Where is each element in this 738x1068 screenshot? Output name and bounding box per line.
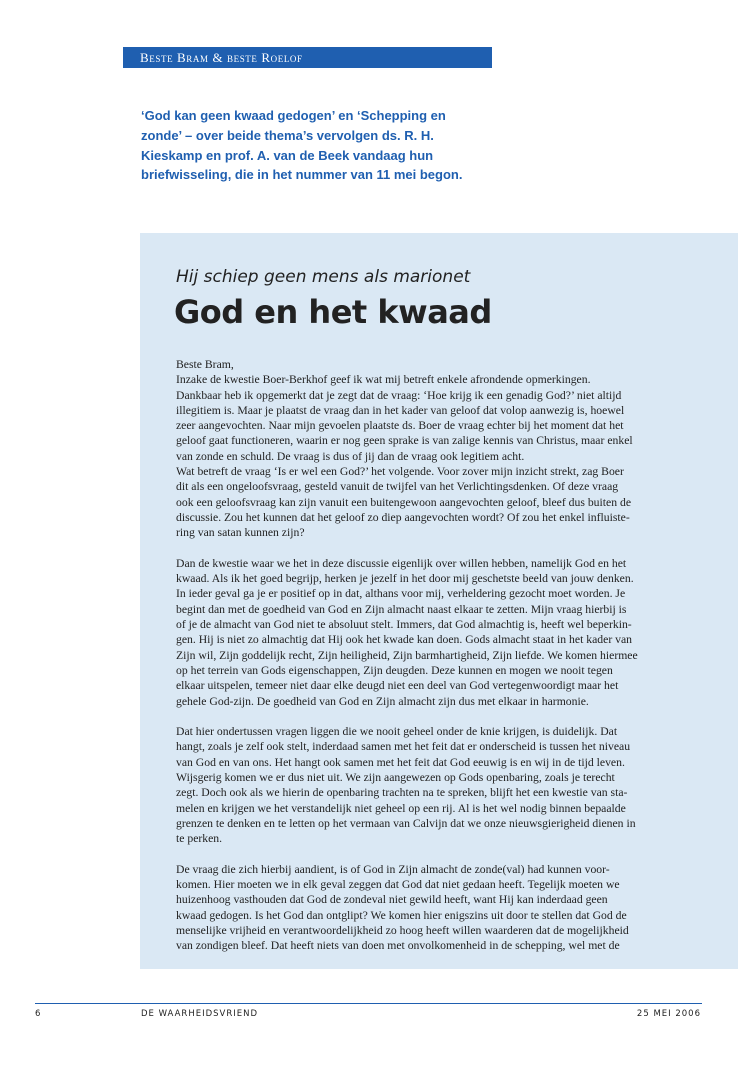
- paragraph-gap: [176, 847, 670, 862]
- text-line: op het terrein van Gods eigenschappen, Zijn deugden. Deze kunnen en mogen we nooit tegen: [176, 663, 613, 677]
- text-line: komen. Hier moeten we in elk geval zeggen dat God dat niet gedaan heeft. Tegelijk moeten we: [176, 878, 620, 892]
- issue-date: 25 MEI 2006: [636, 1009, 701, 1019]
- paragraph-1: [176, 357, 670, 541]
- page-number: 6: [35, 1009, 42, 1019]
- text-line: ring van satan kunnen zijn?: [176, 526, 305, 540]
- article-body: [176, 357, 670, 954]
- text-line: van zonde en schuld. De vraag is dus of jij dan de vraag ook legitiem acht.: [176, 449, 525, 463]
- text-line: Wijsgerig komen we er dus niet uit. We zijn aangewezen op Gods openbaring, zoals je terecht: [176, 771, 615, 785]
- text-line: Wat betreft de vraag ‘Is er wel een God?’ het volgende. Voor zover mijn inzicht strekt, zag Boer: [176, 465, 624, 479]
- text-line: In ieder geval ga je er positief op in dat, althans voor mij, verheldering gezocht moet worden. Je: [176, 587, 626, 601]
- lead-intro: [141, 106, 491, 185]
- article-subtitle: Hij schiep geen mens als marionet: [176, 267, 471, 287]
- text-line: van zondigen bleef. Dat heeft niets van doen met onvolkomenheid in de schepping, wel met de: [176, 939, 620, 953]
- section-header-bar: [123, 47, 492, 68]
- lead-line: Kieskamp en prof. A. van de Beek vandaag hun: [141, 147, 434, 163]
- paragraph-4: [176, 862, 670, 954]
- text-line: grenzen te denken en te letten op het vermaan van Calvijn dat we onze nieuwsgierigheid dienen in: [176, 816, 636, 830]
- article-title: God en het kwaad: [174, 293, 492, 331]
- text-line: elkaar uitspelen, temeer niet daar elke deugd niet een deel van God vertegenwoordigt maar het: [176, 679, 619, 693]
- text-line: kwaad gedogen. Is het God dan ontglipt? We komen hier enigszins uit door te stellen dat God de: [176, 908, 627, 922]
- publication-name: DE WAARHEIDSVRIEND: [141, 1009, 259, 1019]
- text-line: zegt. Doch ook als we hierin de openbaring trachten na te spreken, blijft het een kwestie van sta-: [176, 786, 628, 800]
- text-line: menselijke vrijheid en verantwoordelijkheid zo hoog heeft willen waarderen dat de mogelijkheid: [176, 923, 629, 937]
- text-line: dit als een ongeloofsvraag, gesteld vanuit de twijfel van het Verlichtingsdenken. Of deze vraag: [176, 480, 619, 494]
- text-line: Dan de kwestie waar we het in deze discussie eigenlijk over willen hebben, namelijk God en het: [176, 556, 627, 570]
- text-line: Dat hier ondertussen vragen liggen die we nooit geheel onder de knie krijgen, is duidelijk. Dat: [176, 725, 618, 739]
- text-line: Beste Bram,: [176, 358, 234, 371]
- text-line: gen. Hij is niet zo almachtig dat Hij ook het kwade kan doen. Gods almacht staat in het kader van: [176, 633, 633, 647]
- lead-line: ‘God kan geen kwaad gedogen’ en ‘Schepping en: [141, 108, 446, 123]
- text-line: Dankbaar heb ik opgemerkt dat je zegt dat de vraag: ‘Hoe krijg ik een genadig God?’ niet altijd: [176, 388, 622, 402]
- text-line: begint dan met de goedheid van God en Zijn almacht naast elkaar te zetten. Mijn vraag hierbij is: [176, 602, 627, 616]
- text-line: De vraag die zich hierbij aandient, is of God in Zijn almacht de zonde(val) had kunnen voor-: [176, 862, 610, 876]
- text-line: melen en krijgen we het verstandelijk niet geheel op een rij. Al is het wel nodig binnen bepaalde: [176, 801, 626, 815]
- text-line: of je de almacht van God niet te absoluut stelt. Immers, dat God almachtig is, heeft wel beperkin-: [176, 618, 632, 632]
- paragraph-3: [176, 724, 670, 846]
- text-line: hangt, zoals je zelf ook stelt, inderdaad samen met het feit dat er onderscheid is tussen het niveau: [176, 740, 631, 754]
- paragraph-2: [176, 556, 670, 709]
- text-line: gehele God-zijn. De goedheid van God en Zijn almacht zijn dus met elkaar in harmonie.: [176, 694, 589, 708]
- text-line: ook een geloofsvraag kan zijn vanuit een buitengewoon aangevochten geloof, bleef dus buiten de: [176, 495, 632, 509]
- text-line: discussie. Zou het kunnen dat het geloof zo diep aangevochten wordt? Of zou het enkel influiste-: [176, 510, 630, 524]
- text-line: te perken.: [176, 832, 223, 846]
- paragraph-gap: [176, 541, 670, 556]
- text-line: huizenhoog vasthouden dat God de zondeval niet gewild heeft, want Hij kan inderdaad geen: [176, 893, 608, 907]
- lead-line: briefwisseling, die in het nummer van 11 mei begon.: [141, 167, 463, 183]
- lead-line: zonde’ – over beide thema’s vervolgen ds. R. H.: [141, 127, 434, 143]
- footer-rule: [35, 1003, 702, 1004]
- text-line: van God en van ons. Het hangt ook samen met het feit dat God eeuwig is en wij in de tijd leven.: [176, 755, 625, 769]
- text-line: zeer aangevochten. Naar mijn gevoelen plaatste ds. Boer de vraag echter bij het moment dat het: [176, 419, 624, 433]
- paragraph-gap: [176, 709, 670, 724]
- text-line: kwaad. Als ik het goed begrijp, herken je jezelf in het door mij geschetste beeld van jouw denken.: [176, 572, 634, 586]
- text-line: geloof gaat functioneren, waarin er nog geen sprake is van zalige kennis van Christus, maar enkel: [176, 434, 633, 448]
- text-line: Inzake de kwestie Boer-Berkhof geef ik wat mij betreft enkele afrondende opmerkingen.: [176, 373, 591, 387]
- section-label: Beste Bram & beste Roelof: [140, 50, 303, 65]
- text-line: illegitiem is. Maar je plaatst de vraag dan in het kader van geloof dat volop aanwezig is, hoewel: [176, 403, 625, 417]
- text-line: Zijn wil, Zijn goddelijk recht, Zijn heiligheid, Zijn barmhartigheid, Zijn liefde. We komen hiermee: [176, 648, 638, 662]
